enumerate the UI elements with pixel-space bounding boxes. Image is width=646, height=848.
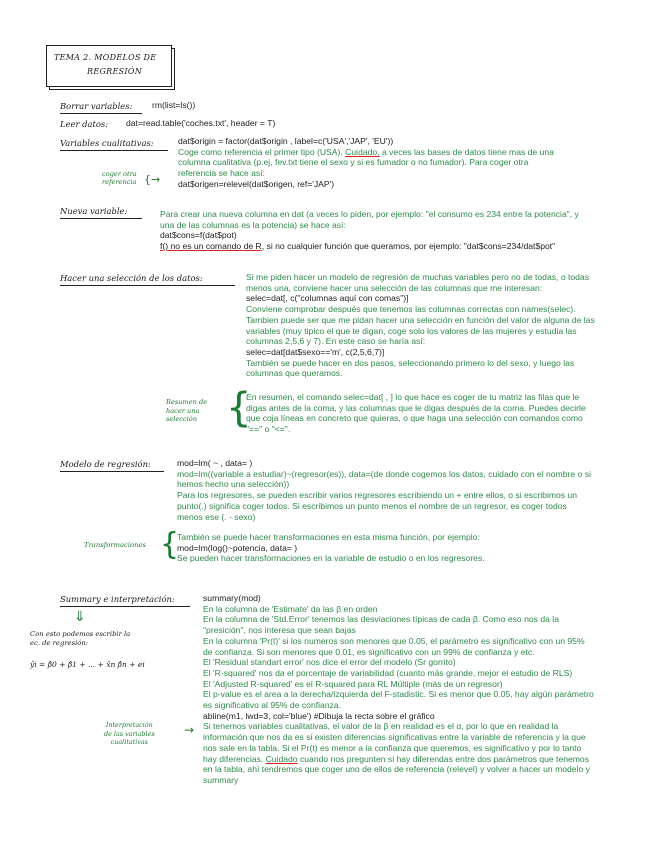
seleccion-line: selec=dat[dat$sexo=='m', c(2,5,6,7)] [246, 346, 385, 357]
modelo-line: Para los regresores, se pueden escribir varios regresores escribiendo un + entre ellos, o si escribimos un [177, 490, 578, 501]
seleccion-line: Tambien puede ser que me pidan hacer una selección en función del valor de alguna de las [246, 314, 595, 325]
title-line-2: REGRESIÓN [87, 67, 143, 76]
summary-underline [60, 606, 190, 607]
modelo-line: mod=lm( ~ , data= ) [177, 458, 253, 468]
seleccion-summary-line: que coja líneas en concreto que quieras, o que haga una selección con comandos como [246, 413, 583, 424]
summary-line: En la columna de 'Estimate' da las β en orden [203, 603, 378, 614]
summary-line: Si tenemos variables cualitativas, el valor de la β en realidad es el α, por lo que en realidad la [203, 721, 559, 732]
seleccion-line: También se puede hacer en dos pasos, seleccionando primero lo del sexo, y luego las [246, 357, 575, 368]
modelo-line: hemos hecho una selección)) [177, 479, 290, 490]
nueva-line: dat$cons=f(dat$pot) [160, 230, 237, 241]
borrar-code: rm(list=ls()) [152, 100, 196, 110]
seleccion-block [246, 272, 595, 379]
arrow-right-icon: → [184, 723, 195, 737]
summary-line: de confianza. Si son menores que 0.01, es significativo con un 99% de confianza y etc. [203, 646, 535, 657]
modelo-underline [60, 471, 164, 472]
cualitativas-block [178, 136, 554, 190]
transf-block [177, 532, 485, 564]
cualitativas-line: columna cualitativa (p.ej, fev.txt tiene el sexo y si es fumador o no fumador). Para coger otra [178, 157, 529, 168]
modelo-line: menos ese (. - sexo) [177, 511, 256, 522]
seleccion-side-note [166, 398, 207, 424]
seleccion-summary-line: digas antes de la coma, y las columnas que le digas después de la coma. Puedes decirle [246, 402, 586, 413]
summary-line: En la columna de 'Std.Error' tenemos las desviaciones típicas de cada β. Como eso nos da la [203, 614, 559, 625]
summary-line: El 'Residual standart error' nos dice el error del modelo (Sr gorrito) [203, 657, 456, 668]
side-note-line: Resumen de [166, 398, 208, 406]
borrar-label: Borrar variables: [60, 101, 133, 111]
leer-code: dat=read.table('coches.txt', header = T) [126, 118, 276, 128]
seleccion-line: selec=dat[, c("columnas aquí con comas")] [246, 293, 409, 304]
summary-line: summary(mod) [203, 593, 261, 603]
summary-line: El 'Adjusted R-squared' es el R-squared para RL Múltiple (más de un regresor) [203, 678, 503, 689]
summary-line: abline(m1, lwd=3, col='blue') #Dibuja la recta sobre el gráfico [203, 710, 435, 721]
seleccion-summary-line: En resumen, el comando selec=dat[ , ] lo que hace es coger de tu matriz las filas que le [246, 392, 580, 402]
nueva-line: f() no es un comando de R, si no cualquier función que queramos, por ejemplo: "dat$cons=234/dat$pot" [160, 241, 556, 252]
seleccion-label: Hacer una selección de los datos: [60, 273, 203, 283]
nueva-label: Nueva variable: [60, 206, 128, 216]
summary-line: El p-value es el area a la derecha/izquierda del F-stadistic. Si es menor que 0.05, hay algún parámetro [203, 689, 594, 700]
seleccion-line: variables (muy tipico el que te digan, coge solo los valores de las mujeres y estudia las [246, 325, 577, 336]
summary-line: nos sale en la tabla. Si el Pr(t) es menor a la confianza que queremos, es significativo y por lo tanto [203, 742, 582, 753]
left-note-line: Con esto podemos escribir la [30, 630, 131, 638]
side-note-line: coger otra [102, 170, 137, 178]
side-note-line: selección [166, 415, 198, 423]
summary-label: Summary e interpretación: [60, 594, 175, 604]
seleccion-line: Conviene comprobar después que tenemos las columnas correctas con names(selec). [246, 304, 576, 315]
cualitativas-line: dat$origin = factor(dat$origin , label=c('USA','JAP', 'EU')) [178, 136, 394, 146]
arrow-right-icon: {→ [144, 173, 161, 186]
nueva-line: Para crear una nueva columna en dat (a veces lo piden, por ejemplo: "el consumo es 234 entre la potencia", y [160, 209, 579, 219]
summary-line: es significativo al 95% de confianza. [203, 700, 342, 711]
interp-note-line: de las variables [104, 729, 155, 738]
seleccion-line: Si me piden hacer un modelo de regresión de muchas variables pero no de todas, o todas [246, 272, 590, 282]
cualitativas-label: Variables cualitativas: [60, 138, 154, 148]
cualitativas-line: dat$origen=relevel(dat$origen, ref='JAP') [178, 178, 335, 189]
brace-icon: { [160, 527, 180, 562]
transf-line: También se puede hacer transformaciones en esta misma función, por ejemplo: [177, 532, 480, 542]
title-line-1: TEMA 2. MODELOS DE [54, 53, 157, 62]
regression-equation: ŷi = β̂0 + β̂1 + ... + x̂n β̂n + ei [30, 660, 145, 669]
interp-note-line: Interpretación [105, 721, 153, 729]
seleccion-summary-line: "==" o "<=". [246, 424, 291, 435]
left-note-line: ec. de regresión: [30, 639, 88, 647]
modelo-block [177, 458, 591, 522]
cualitativas-line: referencia se hace así: [178, 168, 265, 179]
nueva-line: una de las columnas es la potencia) se hace así: [160, 219, 346, 230]
summary-left-note [30, 630, 130, 648]
summary-line: información que nos da es si existen diferencias significativas entre la variable de referencia y la que [203, 732, 586, 743]
side-note-line: hacer una [166, 406, 200, 415]
summary-line: En la columna 'Pr(t)' si los numeros son menores que 0.05, el parámetro es significativo con un 95% [203, 635, 585, 646]
transf-line: mod=lm(log()~potencia, data= ) [177, 542, 298, 553]
seleccion-line: menos una, conviene hacer una selección de las columnas que me interesan: [246, 282, 543, 293]
summary-line: hay diferencias. Cuidado cuando nos pregunten si hay diferendas entre dos parámetros que tenemos [203, 753, 590, 764]
cualitativas-underline [60, 150, 168, 151]
leer-label: Leer datos: [60, 119, 109, 129]
summary-interp-note [104, 721, 155, 747]
nueva-block [160, 209, 579, 252]
modelo-line: mod=lm((variable a estudiar)~(regresor(es)), data=(de donde cogemos los datos, cuidado con el nombre o si [177, 468, 591, 479]
borrar-underline [60, 113, 142, 114]
seleccion-line: columnas que queramos. [246, 368, 343, 379]
side-note-line: referencia [102, 178, 137, 186]
interp-note-line: cualitativas [110, 738, 148, 746]
cualitativas-line: Coge como referencia el primer tipo (USA). Cuidado, a veces las bases de datos tiene mas de una [178, 146, 554, 157]
double-arrow-down-icon: ⇓ [74, 609, 86, 625]
modelo-label: Modelo de regresión: [60, 459, 151, 469]
brace-icon: { [226, 385, 252, 431]
title-box [46, 45, 172, 87]
summary-line: "presición", nos interesa que sean bajas [203, 625, 356, 636]
seleccion-line: columnas 2,5,6 y 7). En este caso se haría así: [246, 336, 426, 347]
transf-side-note: Transformaciones [84, 541, 147, 549]
summary-block [203, 593, 594, 786]
summary-line: El 'R-squared' nos da el porcentaje de variabilidad (cuanto más grande, mejor el estudio de RLS) [203, 667, 573, 678]
modelo-line: punto(.) significa coger todos. Si escribimos un punto menos el nombre de un regresor, es coger todos [177, 500, 567, 511]
summary-line: summary [203, 774, 239, 785]
summary-line: en la tabla, ahí tendremos que coger uno de ellos de referencia (relevel) y volver a hacer un modelo y [203, 764, 590, 775]
transf-line: Se pueden hacer transformaciones en la variable de estudio o en los regresores. [177, 553, 485, 564]
seleccion-summary-block [246, 392, 586, 435]
seleccion-underline [60, 285, 235, 286]
cualitativas-side-note [102, 170, 137, 186]
nueva-underline [60, 218, 142, 219]
